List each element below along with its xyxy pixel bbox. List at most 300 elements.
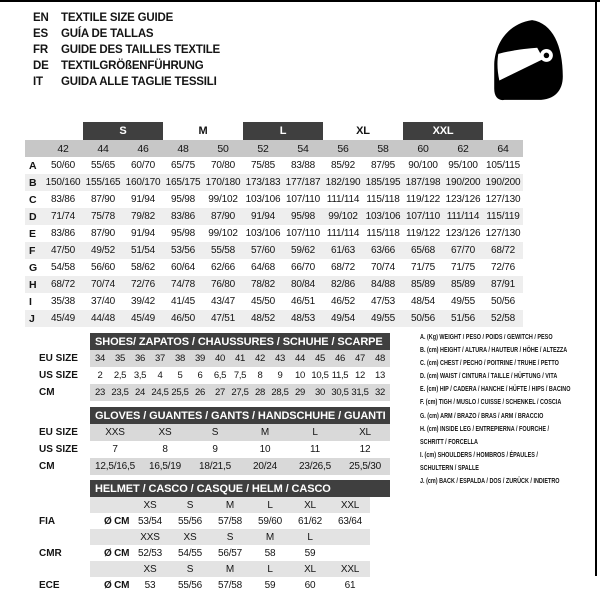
- size-cell: 177/187: [285, 177, 321, 188]
- size-cell: 87/95: [370, 160, 396, 171]
- sub-cell: S: [211, 427, 219, 438]
- top-border-line: [0, 0, 600, 2]
- size-cell: 105/115: [485, 160, 520, 171]
- helmet-value-cell: 58: [264, 547, 276, 559]
- size-cell: 52/58: [490, 313, 516, 324]
- sub-cell: 26: [195, 387, 205, 398]
- sub-cell: 10,5: [311, 370, 329, 381]
- size-row-b: [25, 174, 523, 191]
- legend-line-j: J. (cm) BACK / ESPALDA / DOS / ZURÜCK / INDIETRO: [420, 478, 560, 486]
- sub-cell: 7: [112, 444, 118, 455]
- sub-cell: 9: [212, 444, 218, 455]
- size-cell: 103/106: [365, 211, 401, 222]
- sub-row-label: US SIZE: [39, 370, 78, 381]
- size-cell: 61/63: [330, 245, 356, 256]
- sub-cell: 44: [295, 353, 305, 364]
- helmet-value-cell: 53: [144, 579, 156, 591]
- size-column-header: 52: [257, 142, 269, 155]
- size-cell: 91/94: [250, 211, 276, 222]
- helmet-size-row: [90, 561, 370, 577]
- language-code: EN: [33, 12, 49, 24]
- sub-cell: M: [260, 427, 270, 438]
- sub-cell: 6,5: [213, 370, 227, 381]
- sub-row-label: EU SIZE: [39, 427, 78, 438]
- size-cell: 37/40: [90, 296, 116, 307]
- row-letter: D: [29, 210, 37, 223]
- size-cell: 43/47: [210, 296, 236, 307]
- row-letter: B: [29, 176, 37, 189]
- size-cell: 50/56: [490, 296, 516, 307]
- size-cell: 107/110: [285, 194, 320, 205]
- sub-cell: XL: [359, 427, 371, 438]
- size-cell: 111/114: [326, 228, 360, 239]
- sub-cell: 31,5: [351, 387, 369, 398]
- size-cell: 74/78: [170, 279, 196, 290]
- size-row-a: [25, 157, 523, 174]
- gloves-rows: [90, 424, 390, 475]
- sub-cell: 43: [275, 353, 285, 364]
- size-cell: 75/78: [90, 211, 116, 222]
- size-cell: 49/55: [370, 313, 396, 324]
- helmet-value-cell: 59/60: [257, 515, 283, 527]
- sub-cell: 10: [259, 444, 271, 455]
- size-cell: 71/74: [50, 211, 76, 222]
- helmet-size-cell: L: [307, 531, 313, 543]
- size-row-d: [25, 208, 523, 225]
- helmet-title: HELMET / CASCO / CASQUE / HELM / CASCO: [90, 480, 390, 497]
- size-group-xl: XL: [356, 125, 370, 137]
- helmet-value-row: [90, 513, 370, 529]
- size-cell: 99/102: [328, 211, 358, 222]
- sub-cell: 12,5/16,5: [95, 461, 135, 472]
- legend-line-a: A. (Kg) WEIGHT / PESO / POIDS / GEWITCH / PESO: [420, 334, 553, 341]
- helmet-value-cell: 59: [264, 579, 276, 591]
- size-number-row: [25, 140, 523, 157]
- size-cell: 115/119: [486, 211, 520, 222]
- size-row-j: [25, 310, 523, 327]
- size-cell: 70/80: [210, 160, 236, 171]
- sub-cell: 28: [255, 387, 265, 398]
- size-cell: 71/75: [450, 262, 476, 273]
- size-cell: 48/53: [290, 313, 316, 324]
- sub-cell: 25,5/30: [349, 461, 381, 472]
- size-cell: 68/72: [50, 279, 76, 290]
- sub-cell: 38: [175, 353, 185, 364]
- language-code: IT: [33, 76, 43, 88]
- sub-cell: 12: [355, 370, 365, 381]
- size-cell: 47/51: [210, 313, 236, 324]
- main-size-table: [25, 122, 523, 327]
- size-cell: 71/75: [410, 262, 436, 273]
- language-code: DE: [33, 60, 49, 72]
- helmet-rows: [90, 497, 390, 593]
- size-cell: 99/102: [208, 194, 238, 205]
- shoes-table: [25, 333, 390, 401]
- sub-cell: 41: [235, 353, 245, 364]
- sub-cell: 36: [135, 353, 145, 364]
- sub-cell: 28,5: [271, 387, 289, 398]
- helmet-value-cell: 55/56: [177, 515, 203, 527]
- helmet-value-cell: 57/58: [217, 579, 243, 591]
- size-cell: 76/80: [210, 279, 236, 290]
- helmet-size-cell: L: [267, 499, 273, 511]
- sub-cell: XXS: [105, 427, 125, 438]
- sub-cell: 46: [335, 353, 345, 364]
- helmet-size-cell: S: [186, 499, 194, 511]
- language-row: [33, 58, 220, 74]
- row-letter: I: [29, 295, 32, 308]
- size-column-header: 54: [297, 142, 309, 155]
- helmet-value-cell: 59: [304, 547, 316, 559]
- row-letter: A: [29, 159, 37, 172]
- size-cell: 127/130: [485, 228, 521, 239]
- sub-cell: 11,5: [331, 370, 349, 381]
- size-cell: 111/114: [326, 194, 360, 205]
- sub-row: [90, 350, 390, 367]
- size-row-i: [25, 293, 523, 310]
- sub-cell: 42: [255, 353, 265, 364]
- legend-line-i: SCHULTERN / SPALLE: [420, 464, 479, 472]
- size-cell: 70/74: [90, 279, 116, 290]
- helmet-unit-cell: Ø CM: [104, 515, 130, 527]
- size-column-header: 48: [177, 142, 189, 155]
- size-cell: 48/54: [410, 296, 436, 307]
- legend-line-b: B. (cm) HEIGHT / ALTURA / HAUTEUR / HÖHE / ALTEZZA: [420, 347, 568, 355]
- size-cell: 91/94: [130, 228, 156, 239]
- size-cell: 111/114: [446, 211, 480, 222]
- sub-cell: 39: [195, 353, 205, 364]
- size-cell: 99/102: [208, 228, 238, 239]
- sub-cell: XS: [158, 427, 172, 438]
- size-cell: 51/54: [130, 245, 156, 256]
- size-cell: 39/42: [130, 296, 156, 307]
- size-cell: 65/68: [410, 245, 436, 256]
- size-cell: 107/110: [405, 211, 440, 222]
- size-cell: 107/110: [285, 228, 320, 239]
- size-cell: 165/175: [165, 177, 201, 188]
- sub-row: [90, 441, 390, 458]
- sub-cell: 27: [215, 387, 225, 398]
- helmet-value-cell: 55/56: [177, 579, 203, 591]
- sub-cell: 24: [135, 387, 145, 398]
- size-column-header: 46: [137, 142, 149, 155]
- size-row-f: [25, 242, 523, 259]
- size-cell: 46/51: [290, 296, 316, 307]
- sub-cell: L: [312, 427, 318, 438]
- size-cell: 49/54: [330, 313, 356, 324]
- size-cell: 85/89: [450, 279, 476, 290]
- sub-cell: 40: [215, 353, 225, 364]
- size-column-header: 60: [417, 142, 429, 155]
- helmet-size-cell: XS: [143, 499, 157, 511]
- size-cell: 78/82: [250, 279, 276, 290]
- helmet-value-cell: 61: [344, 579, 356, 591]
- size-cell: 45/50: [250, 296, 276, 307]
- size-cell: 51/56: [450, 313, 476, 324]
- language-label: GUIDA ALLE TAGLIE TESSILI: [61, 76, 217, 88]
- size-cell: 55/65: [90, 160, 116, 171]
- size-cell: 85/89: [410, 279, 436, 290]
- size-cell: 150/160: [45, 177, 81, 188]
- size-cell: 53/56: [170, 245, 196, 256]
- helmet-standard-label: CMR: [39, 547, 62, 559]
- helmet-size-cell: XXL: [340, 499, 360, 511]
- size-cell: 66/70: [290, 262, 316, 273]
- size-cell: 127/130: [485, 194, 521, 205]
- helmet-size-cell: XS: [183, 531, 197, 543]
- size-cell: 60/64: [170, 262, 196, 273]
- sub-cell: 3,5: [133, 370, 147, 381]
- size-cell: 123/126: [445, 194, 481, 205]
- size-row-e: [25, 225, 523, 242]
- legend-line-d: D. (cm) WAIST / CINTURA / TAILLE / HÜFTUNG / VITA: [420, 373, 558, 381]
- sub-cell: 24,5: [151, 387, 169, 398]
- size-column-header: 42: [57, 142, 69, 155]
- size-cell: 60/70: [130, 160, 156, 171]
- sub-cell: 37: [155, 353, 165, 364]
- size-cell: 44/48: [90, 313, 116, 324]
- size-cell: 87/90: [210, 211, 236, 222]
- size-cell: 47/50: [50, 245, 76, 256]
- legend-line-g: G. (cm) ARM / BRAZO / BRAS / ARM / BRACCIO: [420, 412, 544, 420]
- sub-row-label: CM: [39, 461, 55, 472]
- size-cell: 160/170: [125, 177, 161, 188]
- size-cell: 75/85: [250, 160, 276, 171]
- size-cell: 115/118: [366, 228, 400, 239]
- size-cell: 45/49: [50, 313, 76, 324]
- language-row: [33, 26, 220, 42]
- size-cell: 170/180: [205, 177, 241, 188]
- size-cell: 83/88: [290, 160, 316, 171]
- language-list: [33, 10, 220, 90]
- size-cell: 54/58: [50, 262, 76, 273]
- size-cell: 82/86: [330, 279, 356, 290]
- size-cell: 83/86: [50, 228, 76, 239]
- sub-cell: 8: [257, 370, 263, 381]
- size-cell: 35/38: [50, 296, 76, 307]
- size-cell: 185/195: [365, 177, 401, 188]
- sub-row: [90, 367, 390, 384]
- right-border-line: [595, 0, 597, 576]
- helmet-size-cell: S: [186, 563, 194, 575]
- legend-line-e: E. (cm) HIP / CADERA / HANCHE / HÜFTE / HIPS / BACINO: [420, 386, 571, 394]
- size-cell: 67/70: [450, 245, 476, 256]
- size-cell: 187/198: [405, 177, 441, 188]
- sub-cell: 18/21,5: [199, 461, 231, 472]
- size-cell: 87/90: [90, 194, 116, 205]
- size-cell: 45/49: [130, 313, 156, 324]
- size-cell: 83/86: [170, 211, 196, 222]
- helmet-value-cell: 52/53: [137, 547, 163, 559]
- sub-cell: 12: [359, 444, 371, 455]
- size-cell: 190/200: [485, 177, 521, 188]
- size-cell: 49/55: [450, 296, 476, 307]
- sub-cell: 13: [375, 370, 385, 381]
- size-cell: 72/76: [490, 262, 516, 273]
- language-label: TEXTILGRÖßENFÜHRUNG: [61, 60, 204, 72]
- helmet-value-cell: 63/64: [337, 515, 363, 527]
- size-cell: 48/52: [250, 313, 276, 324]
- row-letter: F: [29, 244, 36, 257]
- sub-cell: 48: [375, 353, 385, 364]
- language-label: GUIDE DES TAILLES TEXTILE: [61, 44, 220, 56]
- size-cell: 119/122: [405, 194, 440, 205]
- sub-cell: 30: [315, 387, 325, 398]
- language-row: [33, 42, 220, 58]
- size-cell: 119/122: [405, 228, 440, 239]
- helmet-value-cell: 56/57: [217, 547, 243, 559]
- language-code: ES: [33, 28, 48, 40]
- helmet-size-cell: M: [225, 499, 235, 511]
- size-cell: 91/94: [130, 194, 156, 205]
- helmet-size-cell: XL: [304, 563, 316, 575]
- size-column-header: 64: [497, 142, 509, 155]
- size-table-body: [25, 157, 523, 327]
- size-row-g: [25, 259, 523, 276]
- language-row: [33, 10, 220, 26]
- helmet-size-cell: XXS: [140, 531, 160, 543]
- sub-row-label: US SIZE: [39, 444, 78, 455]
- size-column-header: 62: [457, 142, 469, 155]
- size-cell: 56/60: [90, 262, 116, 273]
- size-cell: 190/200: [445, 177, 481, 188]
- row-letter: H: [29, 278, 37, 291]
- number-row-spacer: [25, 140, 43, 157]
- sub-cell: 23,5: [111, 387, 129, 398]
- shoes-rows: [90, 350, 390, 401]
- size-cell: 87/91: [490, 279, 516, 290]
- sub-cell: 35: [115, 353, 125, 364]
- size-cell: 83/86: [50, 194, 76, 205]
- measurement-legend: [420, 331, 570, 488]
- helmet-size-cell: S: [226, 531, 234, 543]
- sub-cell: 32: [375, 387, 385, 398]
- helmet-value-cell: 61/62: [297, 515, 323, 527]
- size-cell: 68/72: [330, 262, 356, 273]
- sub-cell: 9: [277, 370, 283, 381]
- legend-line-i: I. (cm) SHOULDERS / HOMBROS / ÉPAULES /: [420, 451, 538, 459]
- size-cell: 95/98: [290, 211, 316, 222]
- sub-cell: 2: [97, 370, 103, 381]
- gloves-title: GLOVES / GUANTES / GANTS / HANDSCHUHE / GUANTI: [90, 407, 390, 424]
- size-cell: 50/56: [410, 313, 436, 324]
- helmet-icon: [489, 17, 567, 103]
- sub-cell: 5: [177, 370, 183, 381]
- helmet-size-cell: M: [225, 563, 235, 575]
- size-cell: 62/66: [210, 262, 236, 273]
- size-cell: 103/106: [245, 228, 281, 239]
- legend-line-c: C. (cm) CHEST / PECHO / POITRINE / TRUHE / PETTO: [420, 360, 559, 368]
- helmet-table: [25, 480, 390, 593]
- helmet-value-cell: 57/58: [217, 515, 243, 527]
- size-cell: 47/53: [370, 296, 396, 307]
- sub-cell: 20/24: [252, 461, 278, 472]
- size-cell: 84/88: [370, 279, 396, 290]
- size-cell: 65/75: [170, 160, 196, 171]
- shoes-title: SHOES/ ZAPATOS / CHAUSSURES / SCHUHE / SCARPE: [90, 333, 390, 350]
- sub-cell: 6: [197, 370, 203, 381]
- size-cell: 57/60: [250, 245, 276, 256]
- size-cell: 95/98: [170, 228, 196, 239]
- sub-cell: 2,5: [113, 370, 127, 381]
- sub-cell: 25,5: [171, 387, 189, 398]
- sub-cell: 16,5/19: [149, 461, 181, 472]
- sub-cell: 11: [310, 444, 320, 455]
- helmet-unit-cell: Ø CM: [104, 579, 130, 591]
- size-row-c: [25, 191, 523, 208]
- sub-cell: 10: [295, 370, 305, 381]
- helmet-size-cell: XXL: [340, 563, 360, 575]
- size-column-header: 50: [217, 142, 229, 155]
- size-cell: 95/98: [170, 194, 196, 205]
- helmet-value-cell: 53/54: [137, 515, 163, 527]
- size-group-row: [25, 122, 523, 140]
- size-cell: 46/50: [170, 313, 196, 324]
- legend-line-f: F. (cm) TIGH / MUSLO / CUISSE / SCHENKEL / COSCIA: [420, 399, 562, 407]
- helmet-size-cell: XS: [143, 563, 157, 575]
- size-cell: 63/66: [370, 245, 396, 256]
- language-label: TEXTILE SIZE GUIDE: [61, 12, 174, 24]
- row-letter: C: [29, 193, 37, 206]
- size-group-xxl: XXL: [403, 122, 483, 140]
- helmet-size-cell: L: [267, 563, 273, 575]
- size-group-l: L: [243, 122, 323, 140]
- size-cell: 90/100: [408, 160, 438, 171]
- language-label: GUÍA DE TALLAS: [61, 28, 154, 40]
- size-cell: 55/58: [210, 245, 236, 256]
- size-cell: 64/68: [250, 262, 276, 273]
- sub-cell: 29: [295, 387, 305, 398]
- size-column-header: 56: [337, 142, 349, 155]
- helmet-value-cell: 54/55: [177, 547, 203, 559]
- helmet-value-row: [90, 577, 370, 593]
- sub-cell: 23/26,5: [299, 461, 331, 472]
- size-cell: 70/74: [370, 262, 396, 273]
- size-cell: 95/100: [448, 160, 478, 171]
- sub-cell: 4: [157, 370, 163, 381]
- sub-cell: 23: [95, 387, 105, 398]
- helmet-size-row: [90, 529, 370, 545]
- sub-row: [90, 424, 390, 441]
- row-letter: E: [29, 227, 36, 240]
- group-spacer: [25, 122, 83, 140]
- sub-row-label: EU SIZE: [39, 353, 78, 364]
- helmet-unit-cell: Ø CM: [104, 547, 130, 559]
- sub-row: [90, 458, 390, 475]
- size-cell: 58/62: [130, 262, 156, 273]
- sub-cell: 30,5: [331, 387, 349, 398]
- sub-cell: 27,5: [231, 387, 249, 398]
- size-cell: 123/126: [445, 228, 481, 239]
- size-cell: 46/52: [330, 296, 356, 307]
- size-cell: 41/45: [170, 296, 196, 307]
- size-cell: 173/183: [245, 177, 281, 188]
- size-cell: 68/72: [490, 245, 516, 256]
- size-cell: 103/106: [245, 194, 281, 205]
- sub-cell: 34: [95, 353, 105, 364]
- size-cell: 80/84: [290, 279, 316, 290]
- helmet-size-row: [90, 497, 370, 513]
- sub-cell: 45: [315, 353, 325, 364]
- language-code: FR: [33, 44, 48, 56]
- size-cell: 49/52: [90, 245, 116, 256]
- row-letter: G: [29, 261, 37, 274]
- size-row-h: [25, 276, 523, 293]
- size-cell: 155/165: [85, 177, 121, 188]
- sub-cell: 8: [162, 444, 168, 455]
- helmet-standard-label: FIA: [39, 515, 56, 527]
- language-row: [33, 74, 220, 90]
